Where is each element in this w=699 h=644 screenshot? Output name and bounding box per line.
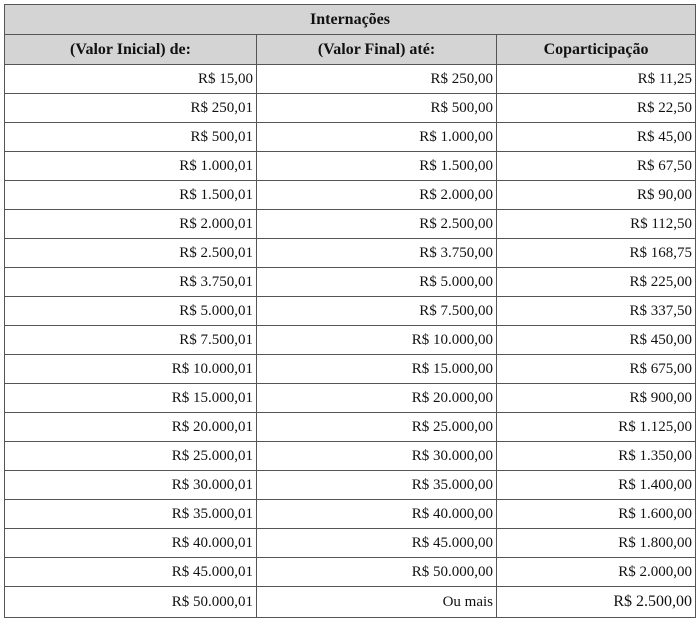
cell-valor-final: R$ 20.000,00 [257,384,497,413]
table-row [5,558,696,587]
cell-valor-inicial: R$ 7.500,01 [5,326,257,355]
table-row [5,65,696,94]
cell-valor-inicial: R$ 45.000,01 [5,558,257,587]
cell-coparticipacao: R$ 168,75 [497,239,696,268]
table-row [5,355,696,384]
cell-valor-inicial: R$ 35.000,01 [5,500,257,529]
cell-valor-final: R$ 250,00 [257,65,497,94]
cell-valor-final: R$ 3.750,00 [257,239,497,268]
column-header-coparticipacao: Coparticipação [497,35,696,65]
cell-valor-inicial: R$ 250,01 [5,94,257,123]
table-row [5,529,696,558]
table-row [5,210,696,239]
cell-coparticipacao: R$ 1.800,00 [497,529,696,558]
cell-coparticipacao: R$ 2.000,00 [497,558,696,587]
cell-valor-inicial: R$ 5.000,01 [5,297,257,326]
cell-valor-inicial: R$ 40.000,01 [5,529,257,558]
cell-valor-inicial: R$ 25.000,01 [5,442,257,471]
table-row [5,442,696,471]
cell-coparticipacao: R$ 1.400,00 [497,471,696,500]
table-row [5,413,696,442]
cell-valor-inicial: R$ 1.000,01 [5,152,257,181]
cell-valor-final: R$ 5.000,00 [257,268,497,297]
table-title-row [5,5,696,35]
cell-valor-inicial: R$ 10.000,01 [5,355,257,384]
cell-coparticipacao: R$ 225,00 [497,268,696,297]
table-row [5,181,696,210]
cell-coparticipacao: R$ 1.125,00 [497,413,696,442]
cell-valor-final: R$ 50.000,00 [257,558,497,587]
table-row [5,326,696,355]
cell-coparticipacao: R$ 22,50 [497,94,696,123]
cell-coparticipacao: R$ 900,00 [497,384,696,413]
cell-coparticipacao: R$ 90,00 [497,181,696,210]
cell-valor-final: R$ 45.000,00 [257,529,497,558]
cell-valor-final: Ou mais [257,587,497,618]
cell-valor-inicial: R$ 3.750,01 [5,268,257,297]
cell-coparticipacao: R$ 45,00 [497,123,696,152]
cell-valor-final: R$ 40.000,00 [257,500,497,529]
table-row [5,123,696,152]
table-row [5,500,696,529]
cell-valor-final: R$ 25.000,00 [257,413,497,442]
cell-coparticipacao: R$ 450,00 [497,326,696,355]
cell-valor-final: R$ 2.000,00 [257,181,497,210]
table-title: Internações [5,5,696,35]
table-body [5,65,696,618]
cell-valor-inicial: R$ 15.000,01 [5,384,257,413]
cell-valor-final: R$ 7.500,00 [257,297,497,326]
cell-valor-inicial: R$ 2.000,01 [5,210,257,239]
cell-valor-inicial: R$ 20.000,01 [5,413,257,442]
cell-valor-inicial: R$ 2.500,01 [5,239,257,268]
cell-valor-final: R$ 1.000,00 [257,123,497,152]
cell-valor-final: R$ 30.000,00 [257,442,497,471]
cell-valor-inicial: R$ 50.000,01 [5,587,257,618]
cell-valor-final: R$ 10.000,00 [257,326,497,355]
table-row [5,297,696,326]
table-header-row [5,35,696,65]
column-header-valor-inicial: (Valor Inicial) de: [5,35,257,65]
cell-valor-final: R$ 2.500,00 [257,210,497,239]
cell-valor-final: R$ 1.500,00 [257,152,497,181]
cell-valor-final: R$ 500,00 [257,94,497,123]
table-row [5,152,696,181]
cell-coparticipacao: R$ 337,50 [497,297,696,326]
cell-coparticipacao: R$ 675,00 [497,355,696,384]
cell-valor-inicial: R$ 1.500,01 [5,181,257,210]
cell-coparticipacao: R$ 1.350,00 [497,442,696,471]
table-row [5,384,696,413]
cell-coparticipacao: R$ 67,50 [497,152,696,181]
cell-valor-final: R$ 35.000,00 [257,471,497,500]
table-row [5,239,696,268]
table-row [5,471,696,500]
table-row [5,268,696,297]
cell-coparticipacao: R$ 11,25 [497,65,696,94]
cell-valor-final: R$ 15.000,00 [257,355,497,384]
column-header-valor-final: (Valor Final) até: [257,35,497,65]
cell-valor-inicial: R$ 30.000,01 [5,471,257,500]
cell-coparticipacao: R$ 112,50 [497,210,696,239]
cell-valor-inicial: R$ 15,00 [5,65,257,94]
cell-coparticipacao: R$ 2.500,00 [497,587,696,618]
table-row [5,94,696,123]
cell-valor-inicial: R$ 500,01 [5,123,257,152]
table-row [5,587,696,618]
cell-coparticipacao: R$ 1.600,00 [497,500,696,529]
internacoes-table [4,4,696,618]
